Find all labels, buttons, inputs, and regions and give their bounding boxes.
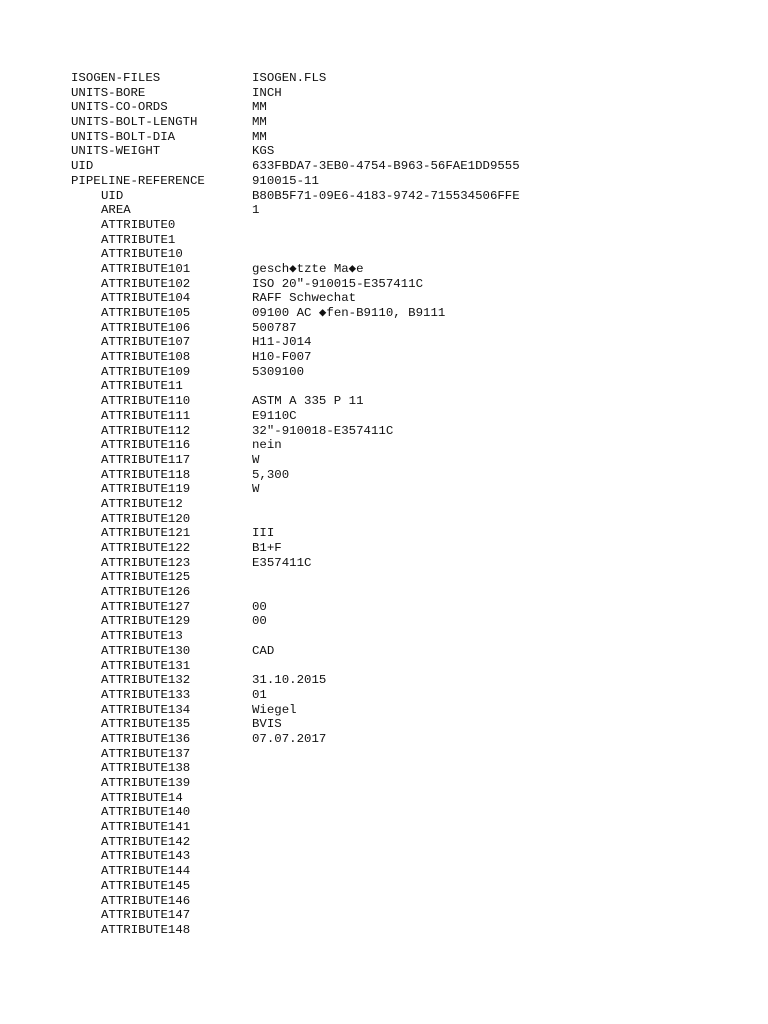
attribute-value: 00 xyxy=(252,614,267,629)
attribute-row xyxy=(71,174,768,189)
attribute-key: UID xyxy=(101,188,124,203)
attribute-key: ATTRIBUTE112 xyxy=(101,423,191,438)
attribute-key: ATTRIBUTE146 xyxy=(101,893,191,908)
attribute-value: 31.10.2015 xyxy=(252,673,327,688)
attribute-row xyxy=(71,350,768,365)
attribute-value xyxy=(252,791,768,806)
attribute-value: III xyxy=(252,526,275,541)
attribute-key: ATTRIBUTE126 xyxy=(101,585,191,600)
attribute-row xyxy=(71,453,768,468)
attribute-row xyxy=(71,438,768,453)
attribute-key: ATTRIBUTE138 xyxy=(101,761,191,776)
attribute-key: ATTRIBUTE142 xyxy=(101,834,191,849)
attribute-key: ATTRIBUTE139 xyxy=(101,776,191,790)
attribute-row xyxy=(71,703,768,718)
isogen-attribute-listing xyxy=(71,71,768,938)
attribute-key: ATTRIBUTE127 xyxy=(101,599,191,614)
attribute-key: ATTRIBUTE13 xyxy=(101,629,183,644)
attribute-value: Wiegel xyxy=(252,702,297,717)
attribute-value xyxy=(252,233,768,248)
attribute-row xyxy=(71,673,768,688)
attribute-value: 633FBDA7-3EB0-4754-B963-56FAE1DD9555 xyxy=(252,159,520,174)
attribute-value xyxy=(252,570,768,585)
attribute-row xyxy=(71,468,768,483)
attribute-row xyxy=(71,644,768,659)
attribute-key: ATTRIBUTE104 xyxy=(101,291,191,306)
attribute-key: ATTRIBUTE119 xyxy=(101,482,191,497)
attribute-key: ATTRIBUTE12 xyxy=(101,496,183,511)
attribute-value: nein xyxy=(252,438,282,453)
attribute-value xyxy=(252,864,768,879)
attribute-key: ATTRIBUTE106 xyxy=(101,320,191,335)
attribute-value xyxy=(252,805,768,820)
attribute-value: MM xyxy=(252,100,267,115)
attribute-key: ATTRIBUTE111 xyxy=(101,408,191,423)
attribute-key: ATTRIBUTE121 xyxy=(101,526,191,541)
attribute-key: ATTRIBUTE132 xyxy=(101,673,191,688)
attribute-key: ATTRIBUTE14 xyxy=(101,790,183,805)
attribute-row xyxy=(71,526,768,541)
attribute-key: ATTRIBUTE135 xyxy=(101,717,191,732)
attribute-key: ATTRIBUTE117 xyxy=(101,452,191,467)
attribute-value: ASTM A 335 P 11 xyxy=(252,394,364,409)
attribute-row xyxy=(71,233,768,248)
attribute-value xyxy=(252,894,768,909)
attribute-row xyxy=(71,585,768,600)
attribute-row xyxy=(71,512,768,527)
attribute-row xyxy=(71,556,768,571)
attribute-key: ATTRIBUTE109 xyxy=(101,364,191,379)
attribute-key: ATTRIBUTE125 xyxy=(101,570,191,585)
attribute-value: 32"-910018-E357411C xyxy=(252,423,394,438)
attribute-value: gesch◆tzte Ma◆e xyxy=(252,261,364,276)
attribute-key: UNITS-BORE xyxy=(71,85,146,100)
attribute-row xyxy=(71,864,768,879)
attribute-key: ATTRIBUTE123 xyxy=(101,555,191,570)
attribute-key: ATTRIBUTE10 xyxy=(101,247,183,262)
attribute-row xyxy=(71,761,768,776)
attribute-row xyxy=(71,688,768,703)
attribute-row xyxy=(71,100,768,115)
attribute-value: BVIS xyxy=(252,717,282,732)
attribute-key: ATTRIBUTE148 xyxy=(101,922,191,937)
attribute-value xyxy=(252,747,768,762)
attribute-value: INCH xyxy=(252,85,282,100)
attribute-value xyxy=(252,247,768,262)
attribute-row xyxy=(71,144,768,159)
attribute-value: KGS xyxy=(252,144,275,159)
attribute-row xyxy=(71,335,768,350)
attribute-row xyxy=(71,600,768,615)
attribute-key: ATTRIBUTE129 xyxy=(101,614,191,629)
attribute-key: UNITS-BOLT-LENGTH xyxy=(71,115,198,130)
attribute-row xyxy=(71,747,768,762)
attribute-row xyxy=(71,262,768,277)
attribute-row xyxy=(71,894,768,909)
attribute-row xyxy=(71,497,768,512)
attribute-key: ATTRIBUTE147 xyxy=(101,908,191,923)
attribute-value: MM xyxy=(252,115,267,130)
attribute-value: B1+F xyxy=(252,541,282,555)
attribute-value xyxy=(252,585,768,600)
attribute-key: UID xyxy=(71,159,94,174)
attribute-key: ATTRIBUTE141 xyxy=(101,820,191,835)
attribute-key: ATTRIBUTE140 xyxy=(101,805,191,820)
attribute-value xyxy=(252,629,768,644)
attribute-row xyxy=(71,659,768,674)
attribute-key: ATTRIBUTE137 xyxy=(101,746,191,761)
attribute-row xyxy=(71,791,768,806)
attribute-row xyxy=(71,365,768,380)
attribute-key: ATTRIBUTE1 xyxy=(101,232,176,247)
attribute-value: 01 xyxy=(252,687,267,702)
attribute-value xyxy=(252,218,768,233)
attribute-key: ATTRIBUTE0 xyxy=(101,217,176,232)
attribute-key: ATTRIBUTE136 xyxy=(101,731,191,746)
attribute-row xyxy=(71,306,768,321)
attribute-row xyxy=(71,835,768,850)
attribute-key: ATTRIBUTE118 xyxy=(101,467,191,482)
attribute-row xyxy=(71,291,768,306)
attribute-value: B80B5F71-09E6-4183-9742-715534506FFE xyxy=(252,188,520,203)
attribute-key: ATTRIBUTE122 xyxy=(101,541,191,555)
attribute-key: ATTRIBUTE145 xyxy=(101,878,191,893)
attribute-value: MM xyxy=(252,129,267,144)
attribute-value: E357411C xyxy=(252,555,312,570)
attribute-row xyxy=(71,394,768,409)
attribute-row xyxy=(71,614,768,629)
attribute-row xyxy=(71,321,768,336)
attribute-row xyxy=(71,629,768,644)
attribute-value: W xyxy=(252,452,260,467)
attribute-row xyxy=(71,776,768,791)
attribute-key: PIPELINE-REFERENCE xyxy=(71,173,205,188)
attribute-row xyxy=(71,908,768,923)
attribute-value: 5309100 xyxy=(252,364,305,379)
attribute-row xyxy=(71,849,768,864)
attribute-value: H10-F007 xyxy=(252,350,312,365)
attribute-value xyxy=(252,908,768,923)
attribute-row xyxy=(71,130,768,145)
attribute-key: ATTRIBUTE105 xyxy=(101,306,191,320)
attribute-key: ATTRIBUTE101 xyxy=(101,261,191,276)
attribute-key: ATTRIBUTE108 xyxy=(101,350,191,365)
attribute-value: E9110C xyxy=(252,408,297,423)
attribute-value xyxy=(252,659,768,674)
attribute-value: 09100 AC ◆fen-B9110, B9111 xyxy=(252,306,446,320)
attribute-key: ATTRIBUTE130 xyxy=(101,643,191,658)
attribute-row xyxy=(71,732,768,747)
attribute-row xyxy=(71,379,768,394)
attribute-value xyxy=(252,512,768,527)
attribute-row xyxy=(71,86,768,101)
attribute-value xyxy=(252,776,768,791)
attribute-key: UNITS-WEIGHT xyxy=(71,144,161,159)
attribute-row xyxy=(71,189,768,204)
attribute-key: ATTRIBUTE131 xyxy=(101,658,191,673)
attribute-value: 500787 xyxy=(252,320,297,335)
attribute-key: ATTRIBUTE144 xyxy=(101,864,191,879)
attribute-key: UNITS-BOLT-DIA xyxy=(71,129,176,144)
attribute-key: ATTRIBUTE11 xyxy=(101,379,183,394)
attribute-row xyxy=(71,424,768,439)
attribute-value: 07.07.2017 xyxy=(252,731,327,746)
attribute-row xyxy=(71,247,768,262)
attribute-value xyxy=(252,879,768,894)
attribute-value xyxy=(252,820,768,835)
attribute-row xyxy=(71,879,768,894)
attribute-row xyxy=(71,717,768,732)
attribute-value: 5,300 xyxy=(252,467,290,482)
attribute-row xyxy=(71,570,768,585)
attribute-row xyxy=(71,71,768,86)
attribute-value xyxy=(252,835,768,850)
attribute-key: ATTRIBUTE116 xyxy=(101,438,191,453)
attribute-key: ATTRIBUTE134 xyxy=(101,702,191,717)
attribute-row xyxy=(71,541,768,556)
attribute-row xyxy=(71,203,768,218)
attribute-value xyxy=(252,849,768,864)
attribute-row xyxy=(71,482,768,497)
attribute-row xyxy=(71,409,768,424)
attribute-value xyxy=(252,379,768,394)
attribute-key: ATTRIBUTE133 xyxy=(101,687,191,702)
attribute-value: W xyxy=(252,482,260,497)
attribute-value: CAD xyxy=(252,643,275,658)
attribute-value: RAFF Schwechat xyxy=(252,291,357,306)
attribute-value: 910015-11 xyxy=(252,173,319,188)
attribute-key: UNITS-CO-ORDS xyxy=(71,100,168,115)
attribute-value xyxy=(252,923,768,938)
attribute-row xyxy=(71,115,768,130)
attribute-key: ATTRIBUTE102 xyxy=(101,276,191,291)
attribute-value: 00 xyxy=(252,599,267,614)
attribute-row xyxy=(71,159,768,174)
attribute-key: ATTRIBUTE110 xyxy=(101,394,191,409)
attribute-key: ATTRIBUTE143 xyxy=(101,849,191,864)
attribute-value: ISO 20"-910015-E357411C xyxy=(252,276,424,291)
attribute-row xyxy=(71,805,768,820)
attribute-row xyxy=(71,820,768,835)
attribute-row xyxy=(71,277,768,292)
attribute-key: AREA xyxy=(101,203,131,218)
attribute-value: ISOGEN.FLS xyxy=(252,71,327,85)
attribute-row xyxy=(71,218,768,233)
attribute-value xyxy=(252,497,768,512)
attribute-key: ATTRIBUTE107 xyxy=(101,335,191,350)
attribute-key: ATTRIBUTE120 xyxy=(101,511,191,526)
attribute-row xyxy=(71,923,768,938)
attribute-value: H11-J014 xyxy=(252,335,312,350)
attribute-key: ISOGEN-FILES xyxy=(71,71,161,85)
attribute-value xyxy=(252,761,768,776)
attribute-value: 1 xyxy=(252,203,260,218)
